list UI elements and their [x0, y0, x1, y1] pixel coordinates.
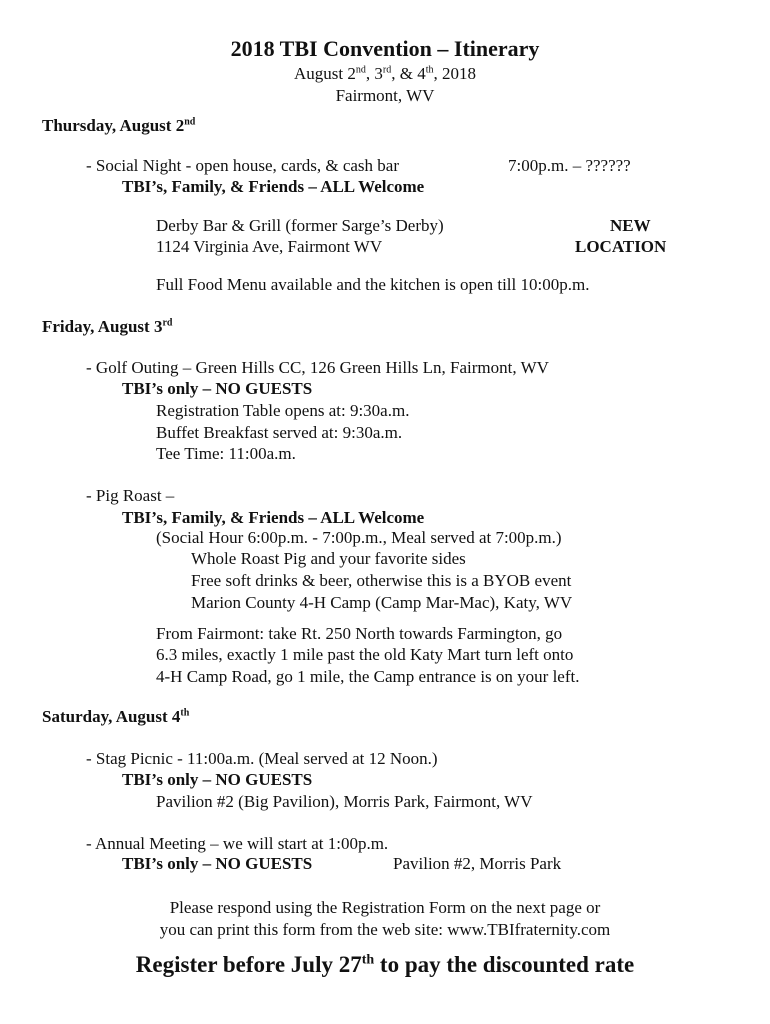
pig-roast-schedule: (Social Hour 6:00p.m. - 7:00p.m., Meal served at 7:00p.m.) — [156, 528, 562, 547]
day-heading-saturday: Saturday, August 4th — [42, 707, 190, 726]
directions-line: 6.3 miles, exactly 1 mile past the old Katy Mart turn left onto — [156, 645, 574, 664]
pig-roast-event: - Pig Roast – — [86, 486, 175, 505]
food-note: Full Food Menu available and the kitchen is open till 10:00p.m. — [156, 275, 590, 294]
annual-meeting-event: - Annual Meeting – we will start at 1:00p.m. — [86, 834, 389, 853]
annual-meeting-location: Pavilion #2, Morris Park — [393, 854, 562, 873]
directions-line: From Fairmont: take Rt. 250 North towards Farmington, go — [156, 624, 563, 643]
pig-roast-audience: TBI’s, Family, & Friends – ALL Welcome — [122, 508, 425, 527]
page-title: 2018 TBI Convention – Itinerary — [230, 36, 540, 61]
respond-note: Please respond using the Registration Form on the next page or — [169, 898, 601, 917]
social-night-event: - Social Night - open house, cards, & cash bar — [86, 156, 399, 175]
day-heading-friday: Friday, August 3rd — [42, 317, 173, 336]
stag-picnic-event: - Stag Picnic - 11:00a.m. (Meal served at 12 Noon.) — [86, 749, 438, 768]
venue-name: Derby Bar & Grill (former Sarge’s Derby) — [156, 216, 444, 235]
register-deadline: Register before July 27th to pay the discounted rate — [135, 952, 635, 977]
convention-dates: August 2nd, 3rd, & 4th, 2018 — [294, 64, 476, 83]
pig-roast-detail: Free soft drinks & beer, otherwise this is a BYOB event — [191, 571, 572, 590]
convention-location: Fairmont, WV — [335, 86, 435, 105]
stag-picnic-audience: TBI’s only – NO GUESTS — [122, 770, 313, 789]
social-night-time: 7:00p.m. – ?????? — [508, 156, 631, 175]
pig-roast-detail: Whole Roast Pig and your favorite sides — [191, 549, 466, 568]
website-note: you can print this form from the web site: www.TBIfraternity.com — [159, 920, 611, 939]
stag-picnic-location: Pavilion #2 (Big Pavilion), Morris Park, Fairmont, WV — [156, 792, 533, 811]
golf-outing-event: - Golf Outing – Green Hills CC, 126 Green Hills Ln, Fairmont, WV — [86, 358, 549, 377]
location-label: LOCATION — [575, 237, 667, 256]
directions-line: 4-H Camp Road, go 1 mile, the Camp entrance is on your left. — [156, 667, 580, 686]
golf-detail: Registration Table opens at: 9:30a.m. — [156, 401, 410, 420]
annual-meeting-audience: TBI’s only – NO GUESTS — [122, 854, 313, 873]
golf-detail: Buffet Breakfast served at: 9:30a.m. — [156, 423, 403, 442]
new-label: NEW — [610, 216, 651, 235]
golf-detail: Tee Time: 11:00a.m. — [156, 444, 296, 463]
social-night-audience: TBI’s, Family, & Friends – ALL Welcome — [122, 177, 425, 196]
day-heading-thursday: Thursday, August 2nd — [42, 116, 196, 135]
venue-address: 1124 Virginia Ave, Fairmont WV — [156, 237, 383, 256]
pig-roast-detail: Marion County 4-H Camp (Camp Mar-Mac), Katy, WV — [191, 593, 573, 612]
golf-outing-audience: TBI’s only – NO GUESTS — [122, 379, 313, 398]
